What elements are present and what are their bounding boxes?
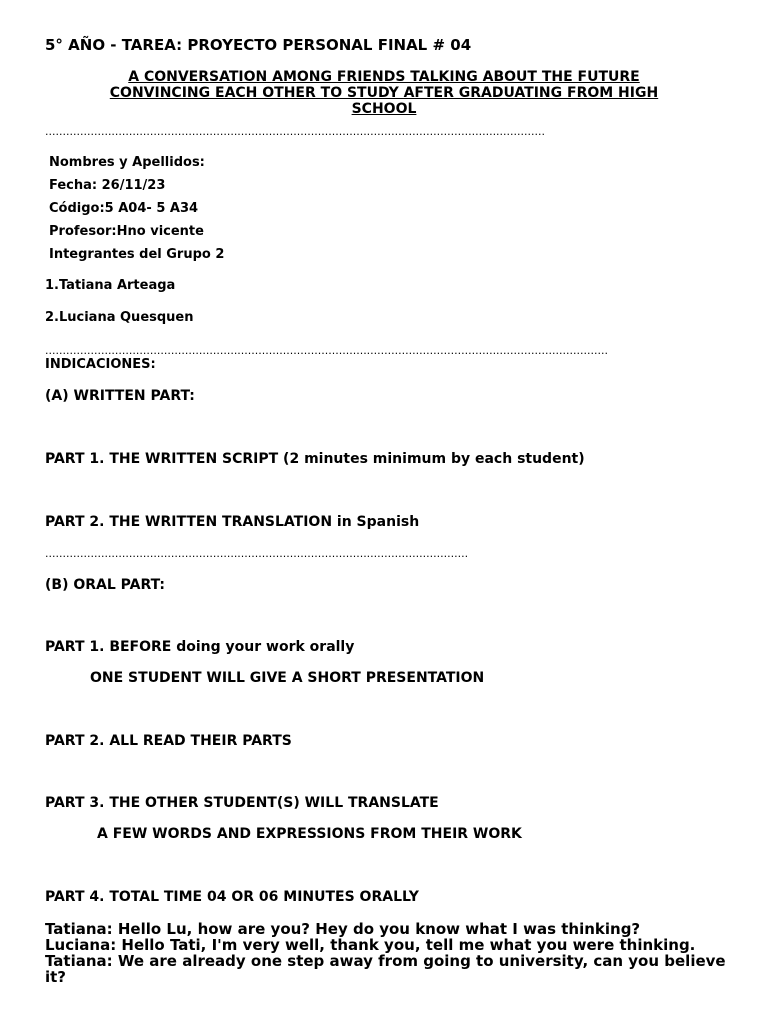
separator-top: ...............................................................................................................................................: [45, 126, 546, 137]
subtitle-line-2: CONVINCING EACH OTHER TO STUDY AFTER GRADUATING FROM HIGH: [109, 85, 659, 101]
names-label: Nombres y Apellidos:: [49, 155, 205, 170]
group-label: Integrantes del Grupo 2: [49, 247, 225, 262]
teacher-field: Profesor:Hno vicente: [49, 224, 204, 239]
dialogue: [45, 921, 735, 985]
written-part-1: PART 1. THE WRITTEN SCRIPT (2 minutes minimum by each student): [45, 451, 585, 467]
group-member-2: 2.Luciana Quesquen: [45, 310, 194, 325]
written-part-heading: (A) WRITTEN PART:: [45, 388, 195, 404]
oral-part-2: PART 2. ALL READ THEIR PARTS: [45, 733, 292, 749]
subtitle-line-3: SCHOOL: [351, 101, 417, 117]
instructions-heading: INDICACIONES:: [45, 357, 156, 372]
oral-part-heading: (B) ORAL PART:: [45, 577, 165, 593]
separator-middle: .................................................................................................................................................................: [45, 345, 608, 356]
dialogue-line: Luciana: Hello Tati, I'm very well, thank you, tell me what you were thinking.: [45, 936, 696, 954]
oral-part-1-detail: ONE STUDENT WILL GIVE A SHORT PRESENTATION: [90, 670, 485, 686]
oral-part-4: PART 4. TOTAL TIME 04 OR 06 MINUTES ORALLY: [45, 889, 419, 905]
code-field: Código:5 A04- 5 A34: [49, 201, 199, 216]
subtitle-line-1: A CONVERSATION AMONG FRIENDS TALKING ABOUT THE FUTURE: [128, 69, 640, 85]
oral-part-3-detail: A FEW WORDS AND EXPRESSIONS FROM THEIR WORK: [97, 826, 522, 842]
oral-part-3: PART 3. THE OTHER STUDENT(S) WILL TRANSLATE: [45, 795, 439, 811]
written-part-2: PART 2. THE WRITTEN TRANSLATION in Spanish: [45, 514, 420, 530]
dialogue-line: Tatiana: Hello Lu, how are you? Hey do you know what I was thinking?: [45, 920, 641, 938]
oral-part-1: PART 1. BEFORE doing your work orally: [45, 639, 355, 655]
document-title: 5° AÑO - TAREA: PROYECTO PERSONAL FINAL # 04: [45, 36, 472, 54]
group-member-1: 1.Tatiana Arteaga: [45, 278, 176, 293]
date-field: Fecha: 26/11/23: [49, 178, 166, 193]
dialogue-line: Tatiana: We are already one step away from going to university, can you believe it?: [45, 952, 726, 986]
separator-bottom: .........................................................................................................................: [45, 548, 469, 559]
